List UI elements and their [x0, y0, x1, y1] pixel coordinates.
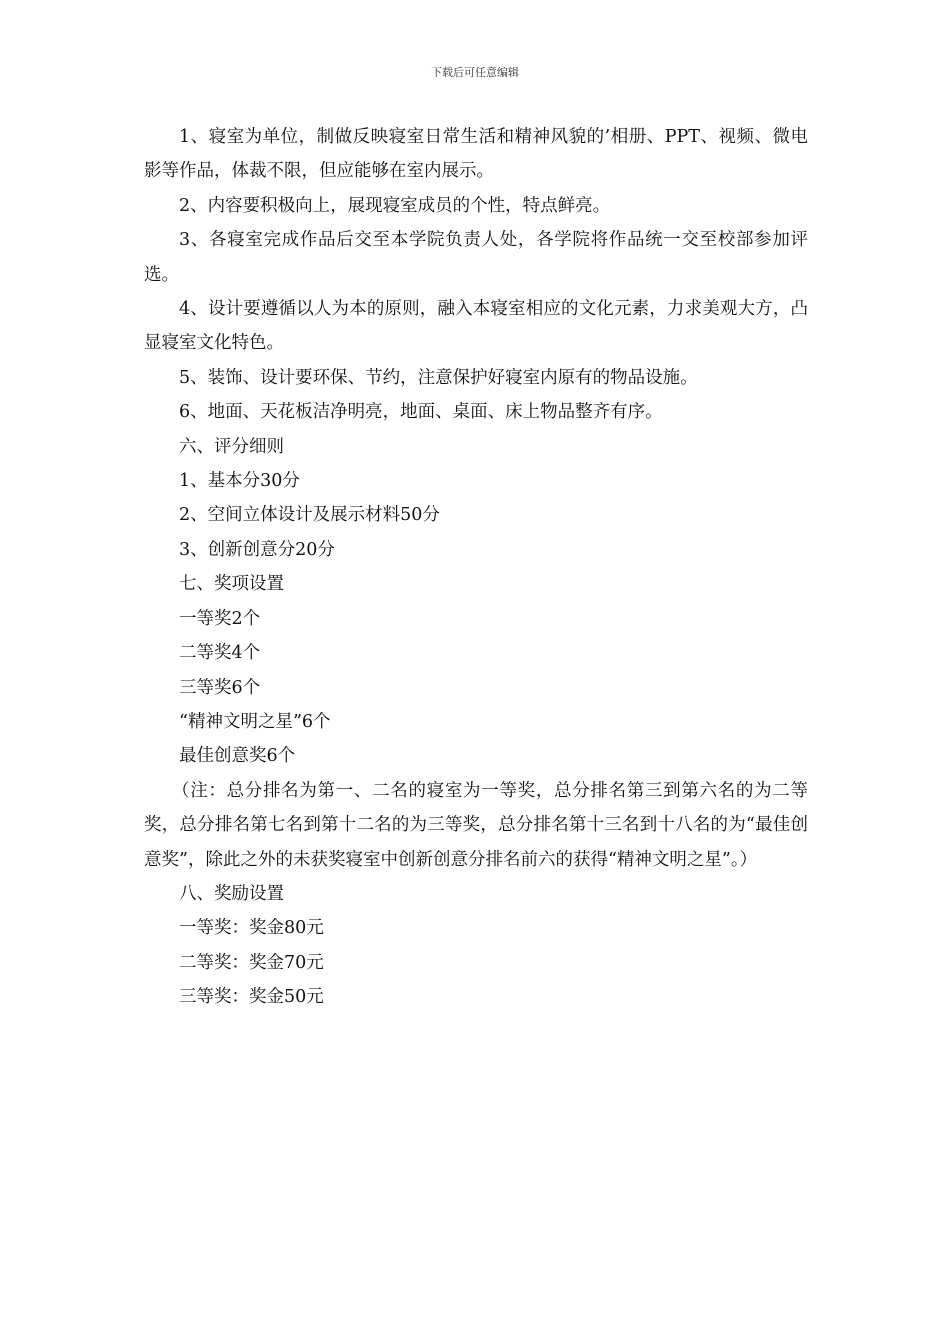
scoring-item-1: 1、基本分30分: [179, 471, 300, 492]
award-note: （注：总分排名为第一、二名的寝室为一等奖，总分排名第三到第六名的为二等奖，总分排名第七名到第十二名的为三等奖，总分排名第十三名到十八名的为“最佳创意奖”，除此之外的未获奖寝室中创新创意分排名前六的获得“精神文明之星”。）: [144, 780, 808, 870]
award-item-2: 二等奖4个: [179, 643, 261, 664]
award-item-4: “精神文明之星”6个: [179, 711, 331, 732]
section-heading-prizes: 八、奖励设置: [179, 883, 284, 904]
prize-item-2: 二等奖：奖金70元: [179, 952, 324, 973]
award-item-5: 最佳创意奖6个: [179, 746, 296, 767]
document-body: [144, 120, 808, 1015]
paragraph-1: 1、寝室为单位，制做反映寝室日常生活和精神风貌的’相册、PPT、视频、微电影等作品，体裁不限，但应能够在室内展示。: [144, 127, 808, 182]
section-heading-awards: 七、奖项设置: [179, 574, 284, 595]
paragraph-2: 2、内容要积极向上，展现寝室成员的个性，特点鲜亮。: [179, 195, 611, 216]
paragraph-6: 6、地面、天花板洁净明亮，地面、桌面、床上物品整齐有序。: [179, 402, 663, 423]
award-item-3: 三等奖6个: [179, 677, 261, 698]
prize-item-3: 三等奖：奖金50元: [179, 987, 324, 1008]
section-heading-scoring: 六、评分细则: [179, 436, 284, 457]
page-header: 下载后可任意编辑: [431, 66, 519, 79]
award-item-1: 一等奖2个: [179, 608, 261, 629]
prize-item-1: 一等奖：奖金80元: [179, 918, 324, 939]
scoring-item-2: 2、空间立体设计及展示材料50分: [179, 505, 440, 526]
paragraph-4: 4、设计要遵循以人为本的原则，融入本寝室相应的文化元素，力求美观大方，凸显寝室文化特色。: [144, 299, 808, 354]
paragraph-3: 3、各寝室完成作品后交至本学院负责人处，各学院将作品统一交至校部参加评选。: [144, 230, 808, 285]
paragraph-5: 5、装饰、设计要环保、节约，注意保护好寝室内原有的物品设施。: [179, 367, 698, 388]
scoring-item-3: 3、创新创意分20分: [179, 539, 335, 560]
